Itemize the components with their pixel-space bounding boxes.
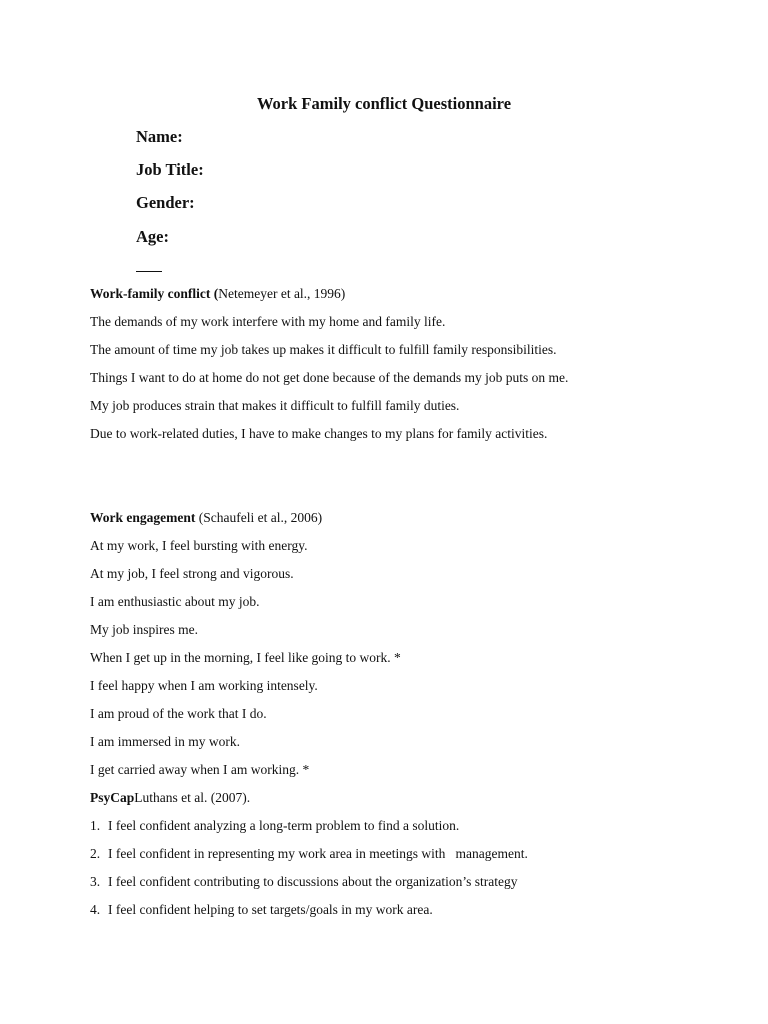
item-text: I feel confident contributing to discussions about the organization’s strategy bbox=[108, 874, 518, 889]
section-heading-label: Work engagement bbox=[90, 510, 196, 525]
job-title-field-label: Job Title: bbox=[136, 160, 204, 179]
item-text: I feel confident analyzing a long-term problem to find a solution. bbox=[108, 818, 460, 833]
engagement-item-4: My job inspires me. bbox=[90, 622, 198, 637]
section-heading-work-engagement bbox=[90, 510, 322, 526]
engagement-item-7: I am proud of the work that I do. bbox=[90, 706, 267, 721]
item-text: I feel confident helping to set targets/goals in my work area. bbox=[108, 902, 433, 917]
section-heading-work-family-conflict bbox=[90, 286, 345, 302]
section-heading-psycap bbox=[90, 790, 250, 806]
psycap-item-2 bbox=[90, 846, 528, 862]
psycap-item-1 bbox=[90, 818, 459, 834]
item-number: 2. bbox=[90, 846, 101, 861]
section-heading-label: PsyCap bbox=[90, 790, 135, 805]
document-title: Work Family conflict Questionnaire bbox=[256, 94, 512, 113]
wfc-item-2: The amount of time my job takes up makes it difficult to fulfill family responsibilities. bbox=[90, 342, 557, 357]
psycap-item-3 bbox=[90, 874, 518, 890]
wfc-item-1: The demands of my work interfere with my home and family life. bbox=[90, 314, 446, 329]
item-number: 1. bbox=[90, 818, 101, 833]
engagement-item-1: At my work, I feel bursting with energy. bbox=[90, 538, 308, 553]
wfc-item-4: My job produces strain that makes it difficult to fulfill family duties. bbox=[90, 398, 460, 413]
section-heading-label: Work-family conflict ( bbox=[90, 286, 219, 301]
section-citation: (Schaufeli et al., 2006) bbox=[195, 510, 323, 525]
engagement-item-8: I am immersed in my work. bbox=[90, 734, 240, 749]
item-number: 3. bbox=[90, 874, 101, 889]
engagement-item-6: I feel happy when I am working intensely. bbox=[90, 678, 318, 693]
item-text: I feel confident in representing my work area in meetings with management. bbox=[108, 846, 528, 861]
wfc-item-3: Things I want to do at home do not get done because of the demands my job puts on me. bbox=[90, 370, 569, 385]
wfc-item-5: Due to work-related duties, I have to make changes to my plans for family activities. bbox=[90, 426, 548, 441]
age-field-label: Age: bbox=[136, 227, 169, 246]
gender-field-label: Gender: bbox=[136, 193, 195, 212]
engagement-item-2: At my job, I feel strong and vigorous. bbox=[90, 566, 294, 581]
blank-underline bbox=[136, 271, 162, 272]
name-field-label: Name: bbox=[136, 127, 183, 146]
engagement-item-5: When I get up in the morning, I feel like going to work. * bbox=[90, 650, 401, 665]
section-citation: Netemeyer et al., 1996) bbox=[218, 286, 346, 301]
engagement-item-3: I am enthusiastic about my job. bbox=[90, 594, 260, 609]
section-citation: Luthans et al. (2007). bbox=[134, 790, 251, 805]
item-number: 4. bbox=[90, 902, 101, 917]
engagement-item-9: I get carried away when I am working. * bbox=[90, 762, 310, 777]
psycap-item-4 bbox=[90, 902, 433, 918]
